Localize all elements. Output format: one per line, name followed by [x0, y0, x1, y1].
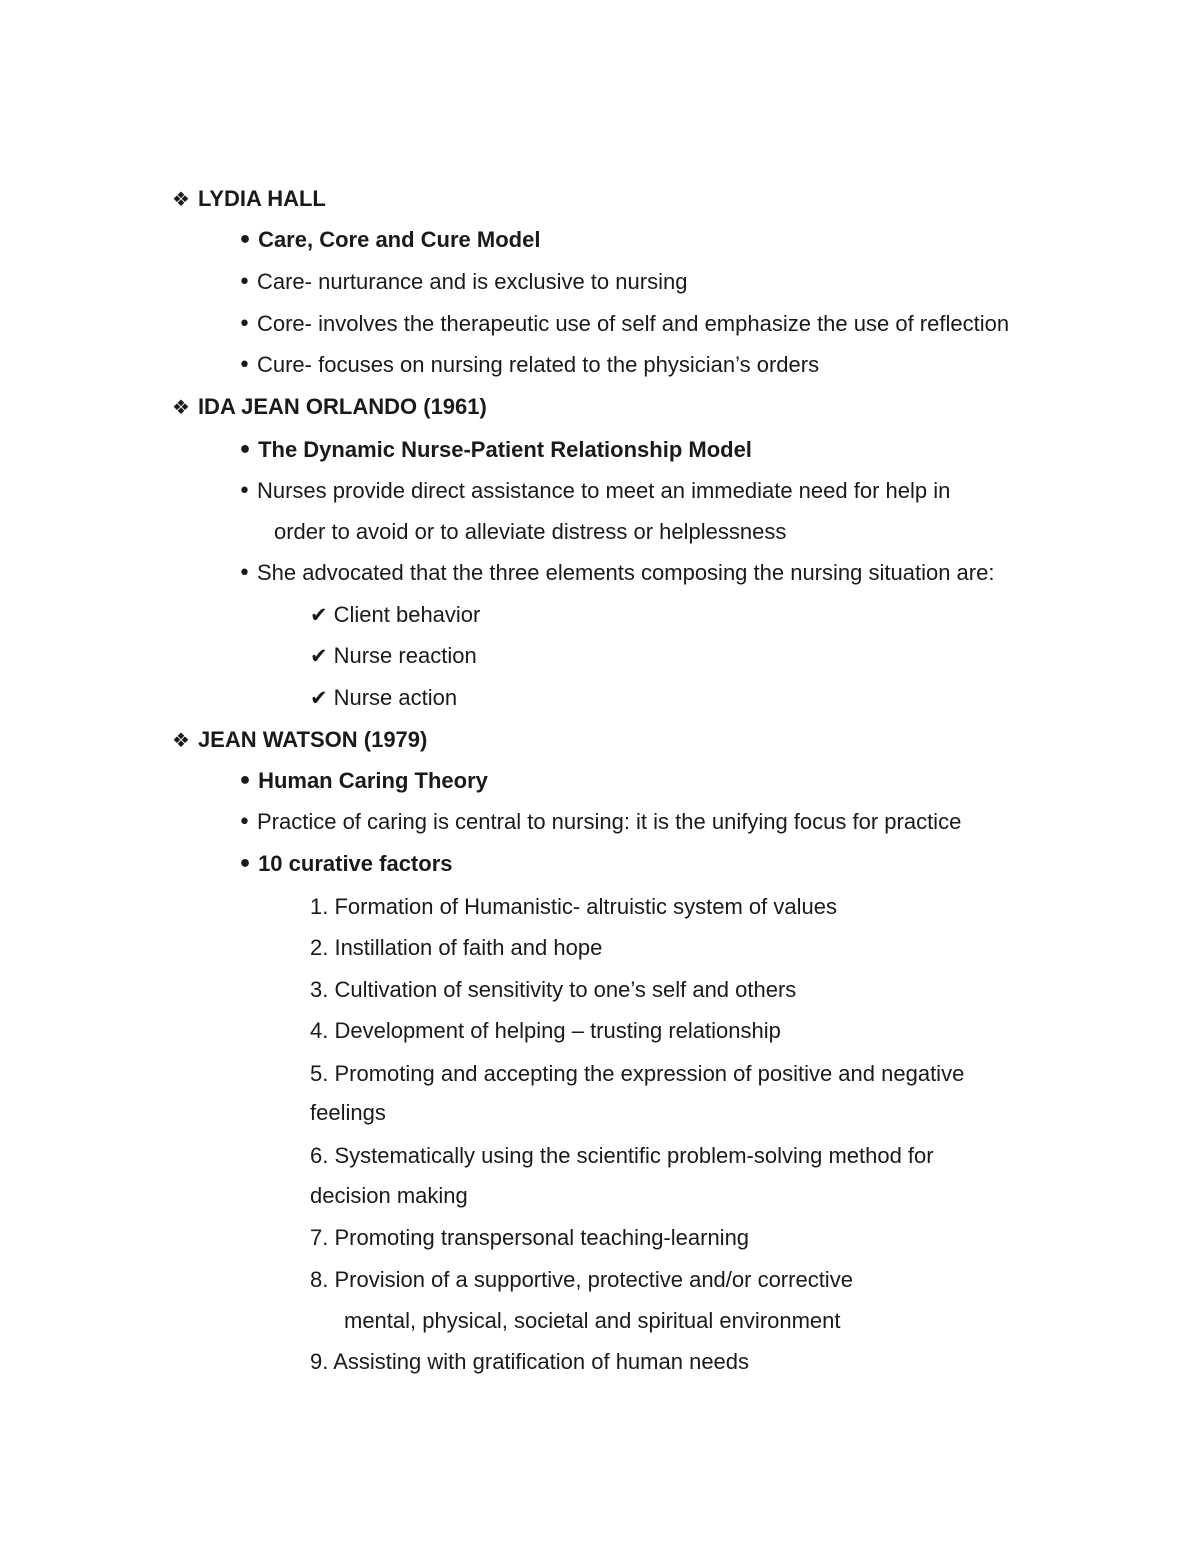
heading-text: JEAN WATSON (1979) [197, 727, 428, 752]
factor-item: 3. Cultivation of sensitivity to one’s self and others [310, 977, 797, 1002]
list-item [238, 850, 453, 879]
list-item [238, 767, 488, 796]
list-item [238, 436, 752, 465]
bullet-icon: • [238, 228, 253, 253]
bullet-icon: • [238, 479, 251, 504]
list-item [238, 808, 961, 837]
section-heading-jean-watson [172, 726, 427, 754]
model-title: Human Caring Theory [258, 768, 488, 793]
factor-item: 7. Promoting transpersonal teaching-learning [310, 1225, 750, 1250]
list-item [238, 477, 950, 506]
factor-item-continuation: feelings [310, 1100, 386, 1125]
section-heading-ida-jean-orlando [172, 393, 487, 421]
list-item [238, 559, 994, 588]
factor-item: 4. Development of helping – trusting relationship [310, 1018, 781, 1043]
check-item [310, 642, 477, 670]
model-title: The Dynamic Nurse-Patient Relationship Model [258, 437, 752, 462]
bullet-icon: • [238, 769, 253, 794]
check-item-text: Nurse reaction [333, 643, 477, 668]
bullet-icon: • [238, 353, 251, 378]
list-item [238, 351, 819, 380]
diamond-bullet-icon: ❖ [172, 395, 190, 419]
list-item [238, 268, 687, 297]
list-item-text: Cure- focuses on nursing related to the physician’s orders [256, 352, 820, 377]
bullet-icon: • [238, 270, 251, 295]
check-item [310, 601, 480, 629]
checkmark-icon: ✔ [310, 603, 328, 627]
factor-item: 8. Provision of a supportive, protective and/or corrective [310, 1267, 853, 1292]
list-item-text: Core- involves the therapeutic use of self and emphasize the use of reflection [256, 311, 1010, 336]
list-item-text: She advocated that the three elements composing the nursing situation are: [256, 560, 995, 585]
list-item-continuation: order to avoid or to alleviate distress or helplessness [274, 519, 787, 544]
bullet-icon: • [238, 438, 253, 463]
list-item-text: 10 curative factors [258, 851, 453, 876]
diamond-bullet-icon: ❖ [172, 187, 190, 211]
heading-text: IDA JEAN ORLANDO (1961) [197, 394, 487, 419]
section-heading-lydia-hall [172, 185, 326, 213]
factor-item: 6. Systematically using the scientific problem-solving method for [310, 1143, 934, 1168]
factor-item-continuation: decision making [310, 1183, 468, 1208]
bullet-icon: • [238, 561, 251, 586]
checkmark-icon: ✔ [310, 644, 328, 668]
factor-item: 2. Instillation of faith and hope [310, 935, 603, 960]
factor-item: 5. Promoting and accepting the expression of positive and negative [310, 1061, 965, 1086]
factor-item: 1. Formation of Humanistic- altruistic system of values [310, 894, 837, 919]
list-item-text: Nurses provide direct assistance to meet an immediate need for help in [256, 478, 951, 503]
model-title: Care, Core and Cure Model [258, 227, 541, 252]
factor-item: 9. Assisting with gratification of human needs [310, 1349, 750, 1374]
factor-item-continuation: mental, physical, societal and spiritual environment [344, 1308, 841, 1333]
heading-text: LYDIA HALL [197, 186, 326, 211]
list-item-text: Practice of caring is central to nursing: it is the unifying focus for practice [256, 809, 962, 834]
list-item-text: Care- nurturance and is exclusive to nursing [256, 269, 688, 294]
list-item [238, 226, 540, 255]
diamond-bullet-icon: ❖ [172, 728, 190, 752]
bullet-icon: • [238, 810, 251, 835]
list-item [238, 310, 1009, 339]
check-item-text: Client behavior [333, 602, 481, 627]
checkmark-icon: ✔ [310, 686, 328, 710]
check-item [310, 684, 457, 712]
bullet-icon: • [238, 312, 251, 337]
bullet-icon: • [238, 852, 253, 877]
check-item-text: Nurse action [333, 685, 458, 710]
